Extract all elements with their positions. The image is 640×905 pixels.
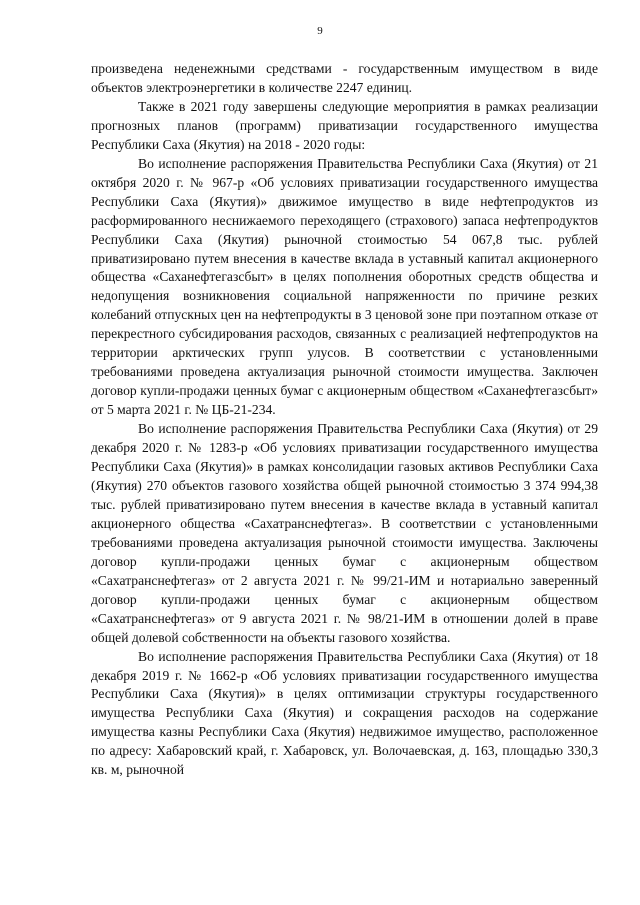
page-number: 9 [317,25,323,37]
paragraph-continuation: произведена неденежными средствами - государственным имуществом в виде объектов электроэнергетики в количестве 2247 единиц. [91,61,598,95]
paragraph-intro: Также в 2021 году завершены следующие мероприятия в рамках реализации прогнозных планов (программ) приватизации государственного имущества Республики Саха (Якутия) на 2018 - 2020 годы: [91,98,598,152]
paragraph-order-967: Во исполнение распоряжения Правительства Республики Саха (Якутия) от 21 октября 2020 г. № 967-р «Об условиях приватизации государственного имущества Республики Саха (Якутия)» движимое имущество в виде нефтепродуктов из расформированного неснижаемого переходящего (страхового) запаса нефтепродуктов Республики Саха (Якутия) рыночной стоимостью 54 067,8 тыс. рублей приватизировано путем внесения в качестве вклада в уставный капитал акционерного общества «Саханефтегазсбыт» в целях пополнения оборотных средств общества и недопущения возникновения социальной напряженности по причине резких колебаний отпускных цен на нефтепродукты в 3 ценовой зоне при поэтапном отказе от перекрестного субсидирования расходов, связанных с реализацией нефтепродуктов на территории арктических групп улусов. В соответствии с установленными требованиями проведена актуализация рыночной стоимости имущества. Заключен договор купли-продажи ценных бумаг с акционерным обществом «Саханефтегазсбыт» от 5 марта 2021 г. № ЦБ-21-234. [91,155,598,418]
paragraph-order-1283: Во исполнение распоряжения Правительства Республики Саха (Якутия) от 29 декабря 2020 г. № 1283-р «Об условиях приватизации государственного имущества Республики Саха (Якутия)» в рамках консолидации газовых активов Республики Саха (Якутия) 270 объектов газового хозяйства общей рыночной стоимостью 3 374 994,38 тыс. рублей приватизировано путем внесения в качестве вклада в уставный капитал акционерного общества «Сахатранснефтегаз». В соответствии с установленными требованиями проведена актуализация рыночной стоимости имущества. Заключены договор купли-продажи ценных бумаг с акционерным обществом «Сахатранснефтегаз» от 2 августа 2021 г. № 99/21-ИМ и нотариально заверенный договор купли-продажи ценных бумаг с акционерным обществом «Сахатранснефтегаз» от 9 августа 2021 г. № 98/21-ИМ в отношении долей в праве общей долевой собственности на объекты газового хозяйства. [91,421,598,645]
paragraph-order-1662: Во исполнение распоряжения Правительства Республики Саха (Якутия) от 18 декабря 2019 г. № 1662-р «Об условиях приватизации государственного имущества Республики Саха (Якутия)» в целях оптимизации структуры государственного имущества Республики Саха (Якутия) и сокращения расходов на содержание имущества казны Республики Саха (Якутия) недвижимое имущество, расположенное по адресу: Хабаровский край, г. Хабаровск, ул. Волочаевская, д. 163, площадью 330,3 кв. м, рыночной [91,648,598,778]
document-body [91,60,598,780]
